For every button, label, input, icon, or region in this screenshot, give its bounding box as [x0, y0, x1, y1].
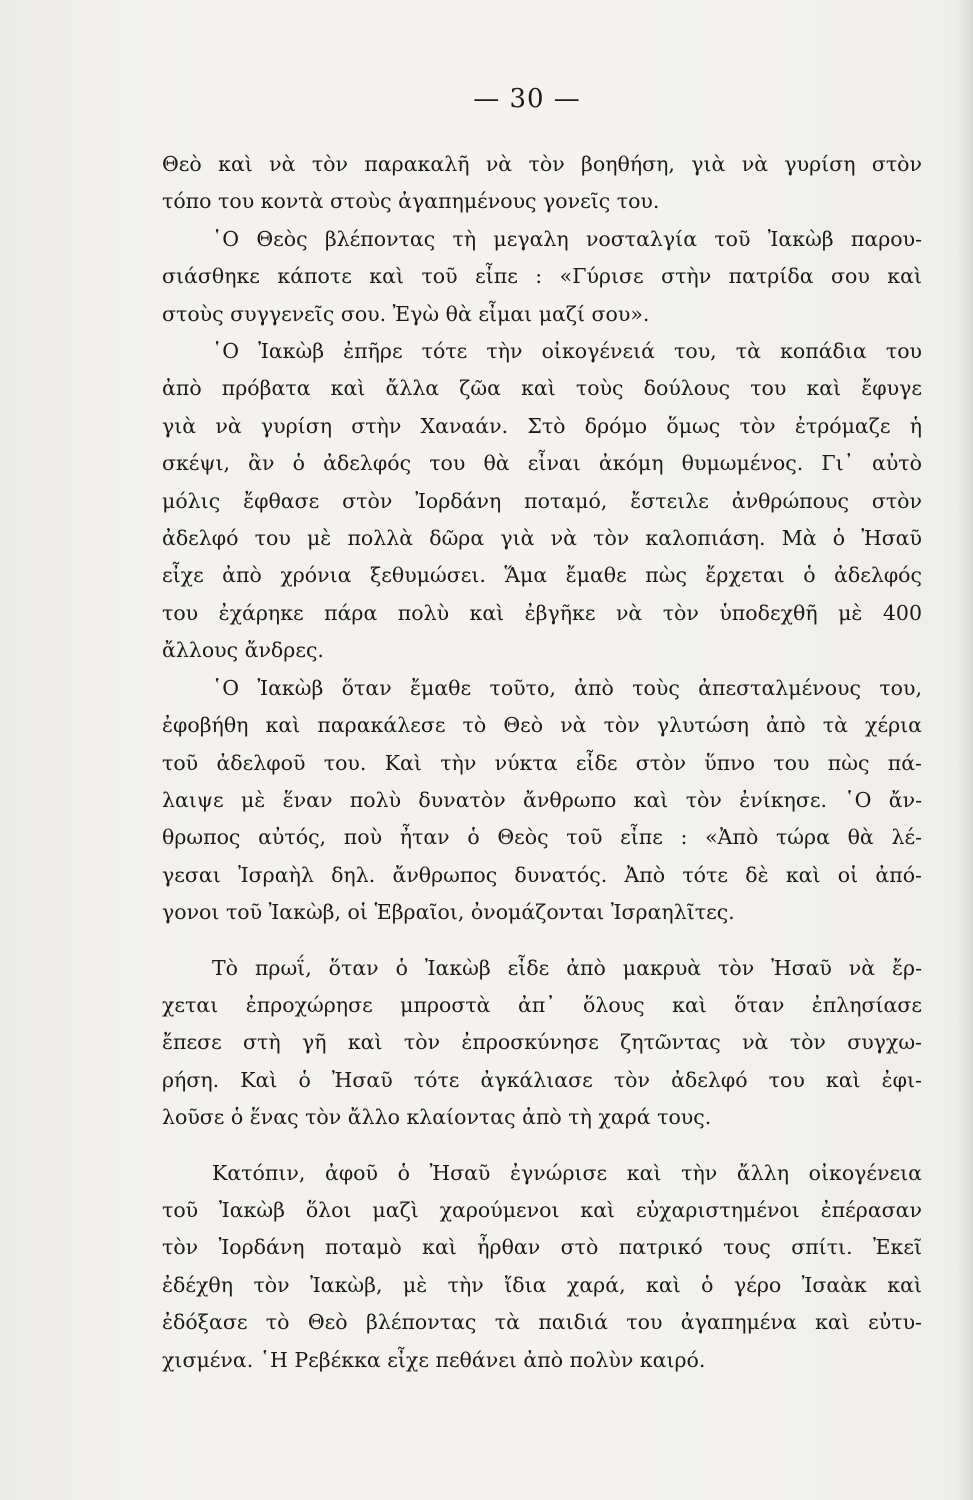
text-line: τοῦ ἀδελφοῦ του. Καὶ τὴν νύκτα εἶδε στὸν ὕπνο του πὼς πά- — [162, 750, 922, 775]
text-line: ῾Ο Θεὸς βλέποντας τὴ μεγαλη νοσταλγία τοῦ Ἰακὼβ παρου- — [212, 226, 922, 251]
text-line: λοῦσε ὁ ἕνας τὸν ἄλλο κλαίοντας ἀπὸ τὴ χαρά τους. — [162, 1105, 712, 1130]
page-edge-shadow — [957, 0, 973, 1500]
text-line: εἶχε ἀπὸ χρόνια ξεθυμώσει. Ἅμα ἔμαθε πὼς ἔρχεται ὁ ἀδελφός — [162, 563, 922, 588]
text-line: ἀδελφό του μὲ πολλὰ δῶρα γιὰ νὰ τὸν καλοπιάση. Μὰ ὁ Ἠσαῦ — [162, 526, 922, 551]
text-line: σιάσθηκε κάποτε καὶ τοῦ εἶπε : «Γύρισε στὴν πατρίδα σου καὶ — [162, 264, 922, 289]
text-line: ἀπὸ πρόβατα καὶ ἄλλα ζῶα καὶ τοὺς δούλους του καὶ ἔφυγε — [162, 376, 922, 401]
text-line: Κατόπιν, ἀφοῦ ὁ Ἠσαῦ ἐγνώρισε καὶ τὴν ἄλλη οἰκογένεια — [212, 1160, 922, 1185]
paragraph — [162, 333, 922, 670]
text-line: τὸν Ἰορδάνη ποταμὸ καὶ ἦρθαν στὸ πατρικό τους σπίτι. Ἐκεῖ — [162, 1235, 922, 1260]
text-line: γεσαι Ἰσραὴλ δηλ. ἄνθρωπος δυνατός. Ἀπὸ τότε δὲ καὶ οἱ ἀπό- — [162, 862, 922, 887]
text-line: ρήση. Καὶ ὁ Ἠσαῦ τότε ἀγκάλιασε τὸν ἀδελφό του καὶ ἐφι- — [162, 1067, 922, 1092]
text-line: χισμένα. ῾Η Ρεβέκκα εἶχε πεθάνει ἀπὸ πολὺν καιρό. — [162, 1347, 706, 1372]
text-line: γιὰ νὰ γυρίση στὴν Χαναάν. Στὸ δρόμο ὅμως τὸν ἐτρόμαζε ἡ — [162, 413, 922, 438]
paragraph — [162, 146, 922, 221]
paragraph — [162, 221, 922, 333]
text-line: λαιψε μὲ ἕναν πολὺ δυνατὸν ἄνθρωπο καὶ τὸν ἐνίκησε. ῾Ο ἄν- — [162, 787, 922, 812]
text-line: ῾Ο Ἰακὼβ ἐπῆρε τότε τὴν οἰκογένειά του, τὰ κοπάδια του — [212, 339, 922, 364]
paragraph — [162, 670, 922, 932]
text-line: ἐφοβήθη καὶ παρακάλεσε τὸ Θεὸ νὰ τὸν γλυτώση ἀπὸ τὰ χέρια — [162, 713, 922, 738]
text-line: στοὺς συγγενεῖς σου. Ἐγὼ θὰ εἶμαι μαζί σου». — [162, 301, 650, 326]
text-line: ἐδόξασε τὸ Θεὸ βλέποντας τὰ παιδιά του ἀγαπημένα καὶ εὐτυ- — [162, 1310, 922, 1335]
text-line: ἐδέχθη τὸν Ἰακὼβ, μὲ τὴν ἴδια χαρά, καὶ ὁ γέρο Ἰσαὰκ καὶ — [162, 1272, 922, 1297]
paragraph — [162, 950, 922, 1137]
text-line: του ἐχάρηκε πάρα πολὺ καὶ ἐβγῆκε νὰ τὸν ὑποδεχθῆ μὲ 400 — [162, 600, 922, 625]
text-line: γονοι τοῦ Ἰακὼβ, οἱ Ἑβραῖοι, ὀνομάζονται Ἰσραηλῖτες. — [162, 900, 735, 925]
text-line: σκέψι, ἂν ὁ ἀδελφός του θὰ εἶναι ἀκόμη θυμωμένος. Γι᾿ αὐτὸ — [162, 451, 922, 476]
paragraph — [162, 1155, 922, 1379]
paragraph-gap — [162, 1137, 922, 1155]
text-line: μόλις ἔφθασε στὸν Ἰορδάνη ποταμό, ἔστειλε ἀνθρώπους στὸν — [162, 488, 922, 513]
text-line: ἔπεσε στὴ γῆ καὶ τὸν ἐπροσκύνησε ζητῶντας νὰ τὸν συγχω- — [162, 1030, 922, 1055]
text-line: Θεὸ καὶ νὰ τὸν παρακαλῆ νὰ τὸν βοηθήση, γιὰ νὰ γυρίση στὸν — [162, 152, 922, 176]
text-line: ἄλλους ἄνδρες. — [162, 638, 324, 663]
paragraph-gap — [162, 932, 922, 950]
text-line: ῾Ο Ἰακὼβ ὅταν ἔμαθε τοῦτο, ἀπὸ τοὺς ἀπεσταλμένους του, — [212, 675, 922, 700]
text-line: τόπο του κοντὰ στοὺς ἀγαπημένους γονεῖς του. — [162, 189, 660, 214]
page-body-text — [162, 146, 922, 1379]
text-line: θρωπος αὐτός, ποὺ ἦταν ὁ Θεὸς τοῦ εἶπε : «Ἀπὸ τώρα θὰ λέ- — [162, 825, 922, 850]
page-number: — 30 — — [473, 84, 581, 114]
text-line: τοῦ Ἰακὼβ ὅλοι μαζὶ χαρούμενοι καὶ εὐχαριστημένοι ἐπέρασαν — [162, 1197, 922, 1222]
text-line: χεται ἐπροχώρησε μπροστὰ ἀπ᾿ ὅλους καὶ ὅταν ἐπλησίασε — [162, 992, 922, 1017]
text-line: Τὸ πρωΐ, ὅταν ὁ Ἰακὼβ εἶδε ἀπὸ μακρυὰ τὸν Ἠσαῦ νὰ ἔρ- — [212, 955, 922, 980]
